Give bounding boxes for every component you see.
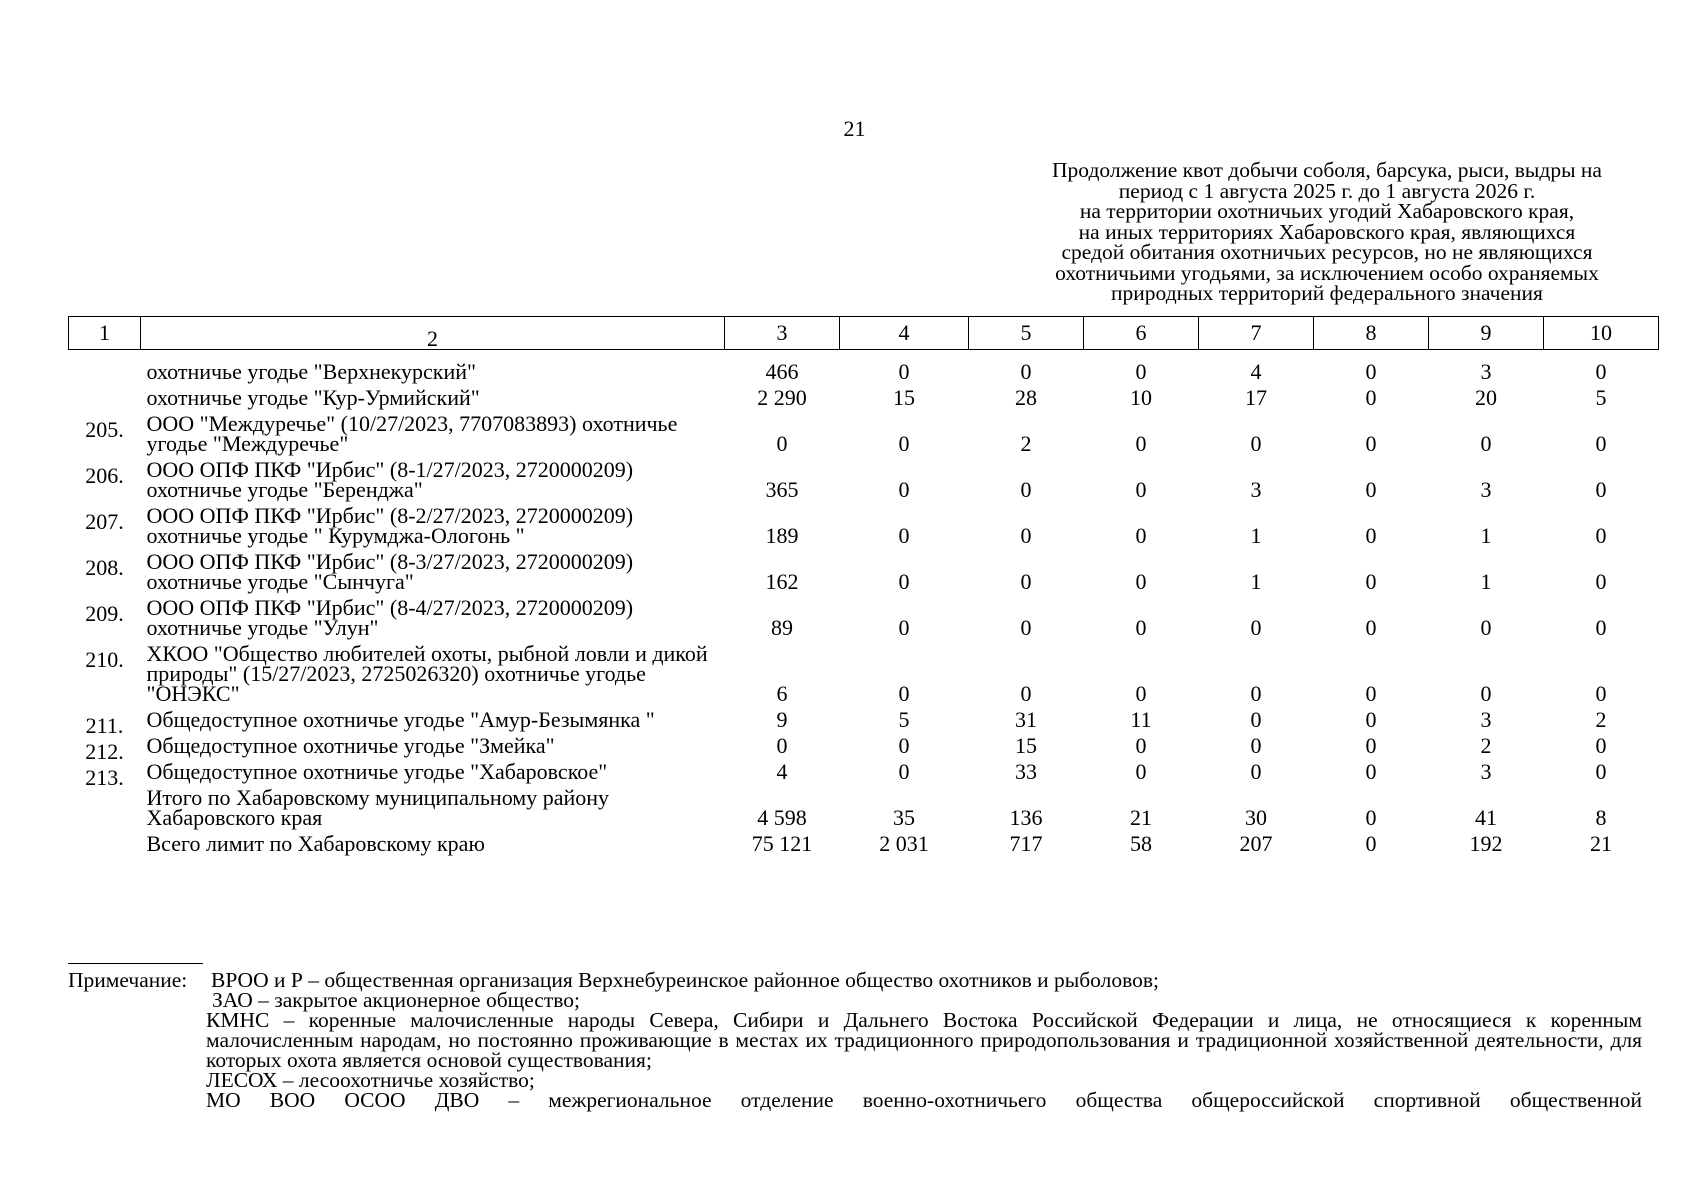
value-cell-col-5: 2 (1020, 431, 1032, 456)
row-name: ООО ОПФ ПКФ "Ирбис" (8-4/27/2023, 2720000209) охотничье угодье "Улун" (146, 595, 634, 640)
row-number (69, 788, 141, 834)
row-number: 205. (85, 417, 124, 442)
row-name: Всего лимит по Хабаровскому краю (146, 831, 485, 856)
table-row (69, 598, 1659, 644)
row-number (69, 350, 141, 389)
row-name: ООО "Междуречье" (10/27/2023, 7707083893) охотничье угодье "Междуречье" (146, 411, 678, 456)
value-cell-col-5: 0 (1020, 569, 1032, 594)
value-cell-col-9: 3 (1480, 359, 1492, 384)
value-cell-col-4: 0 (898, 615, 910, 640)
value-cell-col-5: 717 (1009, 831, 1043, 856)
value-cell-col-4: 0 (898, 759, 910, 784)
row-name: ООО ОПФ ПКФ "Ирбис" (8-3/27/2023, 2720000209) охотничье угодье "Сынчуга" (146, 549, 634, 594)
value-cell-col-5: 31 (1015, 707, 1037, 732)
note-item: ВРОО и Р – общественная организация Верхнебуреинское районное общество охотников и рыболовов; (211, 968, 1159, 992)
value-cell-col-7: 0 (1250, 431, 1262, 456)
value-cell-col-10: 0 (1595, 759, 1607, 784)
column-header-2: 2 (141, 317, 725, 350)
value-cell-col-8: 0 (1365, 681, 1377, 706)
value-cell-col-10: 0 (1595, 477, 1607, 502)
caption-line: период с 1 августа 2025 г. до 1 августа 2026 г. (1118, 178, 1536, 203)
row-number: 213. (85, 765, 124, 790)
value-cell-col-8: 0 (1365, 569, 1377, 594)
row-number: 209. (85, 601, 124, 626)
table-caption (1012, 160, 1642, 304)
footnote-rule (68, 963, 203, 964)
value-cell-col-7: 3 (1250, 477, 1262, 502)
value-cell-col-10: 0 (1595, 681, 1607, 706)
value-cell-col-5: 28 (1015, 385, 1037, 410)
value-cell-col-6: 0 (1135, 477, 1147, 502)
value-cell-col-5: 15 (1015, 733, 1037, 758)
caption-line: средой обитания охотничьих ресурсов, но не являющихся (1061, 240, 1593, 264)
value-cell-col-9: 1 (1480, 569, 1492, 594)
row-name: Общедоступное охотничье угодье "Амур-Безымянка " (146, 707, 655, 732)
caption-line: охотничьими угодьями, за исключением особо охраняемых (1055, 260, 1599, 285)
table-row (69, 644, 1659, 710)
table-body (69, 350, 1659, 861)
value-cell-col-10: 0 (1595, 733, 1607, 758)
value-cell-col-4: 35 (893, 805, 915, 830)
caption-line: на иных территориях Хабаровского края, являющихся (1078, 219, 1576, 244)
value-cell-col-9: 20 (1475, 385, 1497, 410)
value-cell-col-10: 0 (1595, 615, 1607, 640)
value-cell-col-3: 4 (776, 759, 788, 784)
value-cell-col-6: 0 (1135, 681, 1147, 706)
value-cell-col-3: 4 598 (757, 805, 807, 830)
row-name: ООО ОПФ ПКФ "Ирбис" (8-1/27/2023, 2720000209) охотничье угодье "Беренджа" (146, 457, 634, 502)
table-header (69, 317, 1659, 350)
value-cell-col-9: 3 (1480, 477, 1492, 502)
table-row (69, 834, 1659, 860)
value-cell-col-8: 0 (1365, 733, 1377, 758)
note-label: Примечание: (68, 968, 188, 992)
value-cell-col-4: 0 (898, 523, 910, 548)
value-cell-col-10: 2 (1595, 707, 1607, 732)
value-cell-col-7: 0 (1250, 733, 1262, 758)
column-header-8: 8 (1314, 317, 1429, 350)
row-name: охотничье угодье "Кур-Урмийский" (146, 385, 480, 410)
quota-table (68, 316, 1659, 860)
value-cell-col-9: 0 (1480, 615, 1492, 640)
note-item: КМНС – коренные малочисленные народы Севера, Сибири и Дальнего Востока Российской Федерации и лица, не относящиеся к коренным малочисленным народам, но постоянно проживающие в местах их традиционного природопользования и традиционной хозяйственной деятельности, для которых охота является основой существования; (206, 1008, 1642, 1072)
note-item: МО ВОО ОСОО ДВО – межрегиональное отделение военно-охотничьего общества общероссийской спортивной общественной (206, 1088, 1642, 1112)
value-cell-col-8: 0 (1365, 385, 1377, 410)
page-number: 21 (843, 116, 866, 141)
table-row (69, 350, 1659, 389)
value-cell-col-8: 0 (1365, 805, 1377, 830)
value-cell-col-7: 17 (1245, 385, 1267, 410)
row-number (69, 388, 141, 414)
value-cell-col-8: 0 (1365, 831, 1377, 856)
value-cell-col-3: 75 121 (751, 831, 813, 856)
value-cell-col-3: 189 (765, 523, 799, 548)
value-cell-col-6: 11 (1130, 707, 1152, 732)
value-cell-col-5: 0 (1020, 359, 1032, 384)
row-number: 211. (85, 713, 124, 738)
caption-line: Продолжение квот добычи соболя, барсука, рыси, выдры на (1052, 158, 1602, 182)
value-cell-col-8: 0 (1365, 431, 1377, 456)
table-row (69, 460, 1659, 506)
column-header-5: 5 (969, 317, 1084, 350)
value-cell-col-4: 0 (898, 733, 910, 758)
value-cell-col-3: 6 (776, 681, 788, 706)
value-cell-col-10: 0 (1595, 523, 1607, 548)
value-cell-col-9: 3 (1480, 759, 1492, 784)
value-cell-col-6: 0 (1135, 733, 1147, 758)
value-cell-col-6: 0 (1135, 615, 1147, 640)
value-cell-col-9: 0 (1480, 681, 1492, 706)
note-item: ЗАО – закрытое акционерное общество; (212, 988, 580, 1012)
row-number: 210. (85, 647, 124, 672)
column-header-9: 9 (1429, 317, 1544, 350)
value-cell-col-4: 0 (898, 477, 910, 502)
value-cell-col-5: 0 (1020, 615, 1032, 640)
caption-line: природных территорий федерального значения (1111, 281, 1543, 305)
value-cell-col-7: 0 (1250, 759, 1262, 784)
row-name: охотничье угодье "Верхнекурский" (146, 359, 476, 384)
caption-line: на территории охотничьих угодий Хабаровского края, (1079, 199, 1575, 223)
column-header-1: 1 (69, 317, 141, 350)
value-cell-col-7: 30 (1245, 805, 1267, 830)
row-number (69, 834, 141, 860)
value-cell-col-8: 0 (1365, 523, 1377, 548)
value-cell-col-8: 0 (1365, 615, 1377, 640)
value-cell-col-6: 58 (1130, 831, 1152, 856)
value-cell-col-3: 0 (776, 733, 788, 758)
value-cell-col-3: 89 (771, 615, 793, 640)
value-cell-col-6: 0 (1135, 759, 1147, 784)
table-row (69, 552, 1659, 598)
table-row (69, 414, 1659, 460)
row-number: 207. (85, 509, 124, 534)
note-item: ЛЕСОХ – лесоохотничье хозяйство; (206, 1068, 535, 1092)
value-cell-col-3: 9 (776, 707, 788, 732)
table-row (69, 788, 1659, 834)
value-cell-col-6: 0 (1135, 523, 1147, 548)
row-number: 206. (85, 463, 124, 488)
value-cell-col-4: 2 031 (879, 831, 929, 856)
row-name: Общедоступное охотничье угодье "Змейка" (146, 733, 555, 758)
value-cell-col-6: 21 (1130, 805, 1152, 830)
column-header-4: 4 (840, 317, 969, 350)
row-number: 208. (85, 555, 124, 580)
value-cell-col-7: 0 (1250, 681, 1262, 706)
value-cell-col-6: 0 (1135, 359, 1147, 384)
value-cell-col-8: 0 (1365, 359, 1377, 384)
value-cell-col-8: 0 (1365, 477, 1377, 502)
value-cell-col-7: 0 (1250, 615, 1262, 640)
value-cell-col-7: 0 (1250, 707, 1262, 732)
value-cell-col-8: 0 (1365, 707, 1377, 732)
column-header-3: 3 (725, 317, 840, 350)
value-cell-col-3: 466 (765, 359, 799, 384)
value-cell-col-9: 3 (1480, 707, 1492, 732)
value-cell-col-5: 33 (1015, 759, 1037, 784)
value-cell-col-10: 5 (1595, 385, 1607, 410)
row-name: Общедоступное охотничье угодье "Хабаровское" (146, 759, 608, 784)
value-cell-col-6: 0 (1135, 431, 1147, 456)
row-name: Итого по Хабаровскому муниципальному району Хабаровского края (146, 785, 610, 830)
value-cell-col-5: 0 (1020, 681, 1032, 706)
value-cell-col-7: 4 (1250, 359, 1262, 384)
row-number: 212. (85, 739, 124, 764)
header-row (69, 317, 1659, 350)
value-cell-col-5: 0 (1020, 477, 1032, 502)
row-name: ХКОО "Общество любителей охоты, рыбной ловли и дикой природы" (15/27/2023, 2725026320) охотничье угодье "ОНЭКС" (146, 641, 708, 706)
column-header-10: 10 (1544, 317, 1659, 350)
table-row (69, 506, 1659, 552)
value-cell-col-9: 0 (1480, 431, 1492, 456)
value-cell-col-10: 0 (1595, 569, 1607, 594)
value-cell-col-9: 41 (1475, 805, 1497, 830)
value-cell-col-3: 2 290 (757, 385, 807, 410)
value-cell-col-4: 0 (898, 359, 910, 384)
value-cell-col-4: 0 (898, 431, 910, 456)
value-cell-col-9: 192 (1469, 831, 1503, 856)
value-cell-col-9: 1 (1480, 523, 1492, 548)
value-cell-col-10: 0 (1595, 431, 1607, 456)
row-name: ООО ОПФ ПКФ "Ирбис" (8-2/27/2023, 2720000209) охотничье угодье " Курумджа-Ологонь " (146, 503, 634, 548)
value-cell-col-9: 2 (1480, 733, 1492, 758)
value-cell-col-4: 5 (898, 707, 910, 732)
value-cell-col-3: 365 (765, 477, 799, 502)
value-cell-col-7: 1 (1250, 569, 1262, 594)
value-cell-col-6: 10 (1130, 385, 1152, 410)
value-cell-col-3: 162 (765, 569, 799, 594)
value-cell-col-4: 15 (893, 385, 915, 410)
value-cell-col-4: 0 (898, 569, 910, 594)
value-cell-col-8: 0 (1365, 759, 1377, 784)
value-cell-col-5: 136 (1009, 805, 1043, 830)
value-cell-col-5: 0 (1020, 523, 1032, 548)
value-cell-col-10: 0 (1595, 359, 1607, 384)
value-cell-col-10: 8 (1595, 805, 1607, 830)
value-cell-col-7: 1 (1250, 523, 1262, 548)
column-header-7: 7 (1199, 317, 1314, 350)
value-cell-col-6: 0 (1135, 569, 1147, 594)
value-cell-col-7: 207 (1239, 831, 1273, 856)
column-header-6: 6 (1084, 317, 1199, 350)
value-cell-col-10: 21 (1590, 831, 1612, 856)
value-cell-col-3: 0 (776, 431, 788, 456)
value-cell-col-4: 0 (898, 681, 910, 706)
